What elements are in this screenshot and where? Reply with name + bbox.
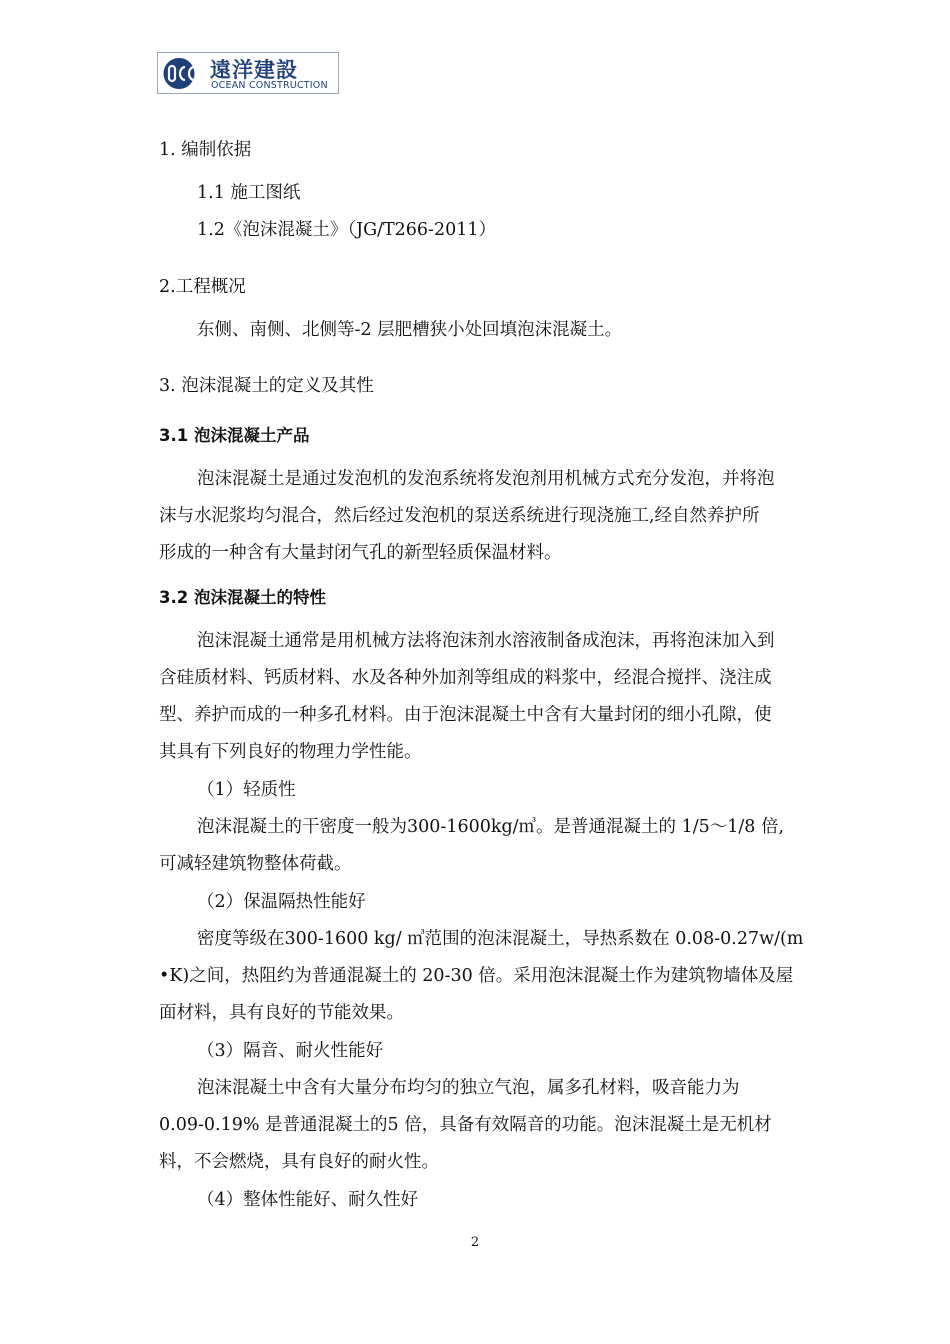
section-1-heading: 1. 编制依据 [159, 140, 252, 160]
item-1-text-line: 可减轻建筑物整体荷截。 [159, 854, 352, 874]
logo-chinese-name: 遠洋建設 [210, 58, 298, 82]
paragraph-3-2-line: 含硅质材料、钙质材料、水及各种外加剂等组成的料浆中，经混合搅拌、浇注成 [159, 668, 772, 688]
item-3-heading: （3）隔音、耐火性能好 [197, 1041, 384, 1061]
item-2-text-line: 面材料，具有良好的节能效果。 [159, 1003, 404, 1023]
section-2-text: 东侧、南侧、北侧等-2 层肥槽狭小处回填泡沫混凝土。 [197, 320, 623, 340]
page-number: 2 [470, 1235, 480, 1250]
section-3-1-heading: 3.1 泡沫混凝土产品 [159, 426, 310, 445]
paragraph-3-1-line: 形成的一种含有大量封闭气孔的新型轻质保温材料。 [159, 543, 562, 563]
company-logo [157, 52, 339, 94]
paragraph-3-2-line: 泡沫混凝土通常是用机械方法将泡沫剂水溶液制备成泡沫，再将泡沫加入到 [197, 631, 775, 651]
item-2-text-line: 密度等级在300-1600 kg/ ㎥范围的泡沫混凝土，导热系数在 0.08-0.27w/(m [197, 929, 804, 949]
paragraph-3-2-line: 其具有下列良好的物理力学性能。 [159, 742, 422, 762]
item-3-text-line: 0.09-0.19% 是普通混凝土的5 倍，具备有效隔音的功能。泡沫混凝土是无机材 [159, 1115, 772, 1135]
occ-logo-mark-icon [161, 57, 207, 90]
paragraph-3-1-line: 泡沫混凝土是通过发泡机的发泡系统将发泡剂用机械方式充分发泡，并将泡 [197, 469, 775, 489]
section-3-2-heading: 3.2 泡沫混凝土的特性 [159, 588, 326, 607]
section-2-heading: 2.工程概况 [159, 277, 246, 297]
logo-english-name: OCEAN CONSTRUCTION [211, 80, 328, 91]
item-1-heading: （1）轻质性 [197, 780, 296, 800]
paragraph-3-2-line: 型、养护而成的一种多孔材料。由于泡沫混凝土中含有大量封闭的细小孔隙，使 [159, 705, 772, 725]
item-2-text-line: •K)之间，热阻约为普通混凝土的 20-30 倍。采用泡沫混凝土作为建筑物墙体及屋 [159, 966, 794, 986]
item-3-text-line: 料，不会燃烧，具有良好的耐火性。 [159, 1152, 439, 1172]
item-2-heading: （2）保温隔热性能好 [197, 892, 366, 912]
item-1-text-line: 泡沫混凝土的干密度一般为300-1600kg/㎥。是普通混凝土的 1/5～1/8 倍, [197, 817, 785, 837]
item-3-text-line: 泡沫混凝土中含有大量分布均匀的独立气泡，属多孔材料，吸音能力为 [197, 1078, 740, 1098]
section-3-heading: 3. 泡沫混凝土的定义及其性 [159, 376, 374, 396]
section-1-2: 1.2《泡沫混凝土》（JG/T266-2011） [197, 220, 496, 240]
section-1-1: 1.1 施工图纸 [197, 183, 301, 203]
paragraph-3-1-line: 沫与水泥浆均匀混合，然后经过发泡机的泵送系统进行现浇施工,经自然养护所 [159, 506, 760, 526]
item-4-heading: （4）整体性能好、耐久性好 [197, 1190, 419, 1210]
